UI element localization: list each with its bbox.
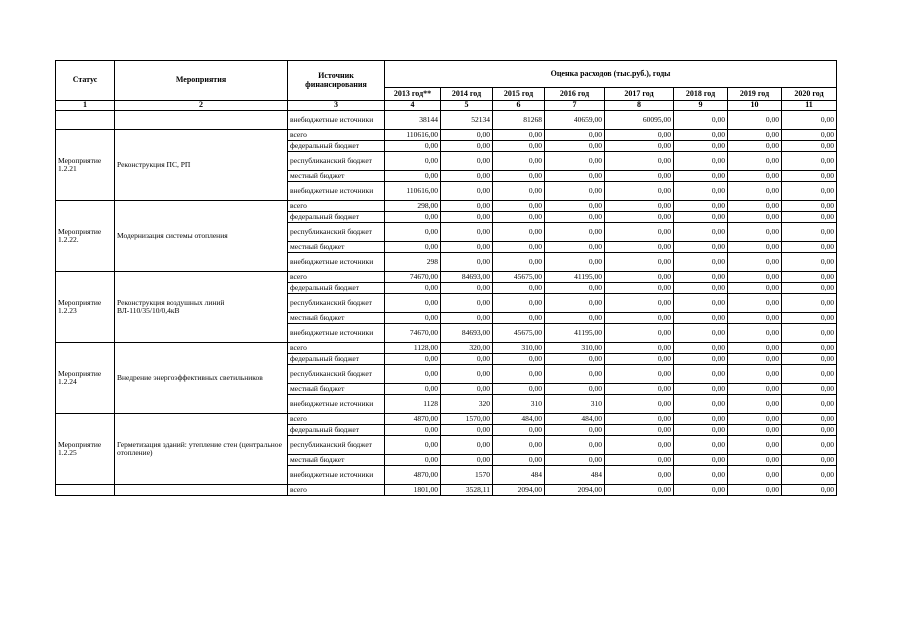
value-cell: 0,00 bbox=[545, 201, 605, 212]
value-cell: 0,00 bbox=[782, 384, 837, 395]
source-cell: республиканский бюджет bbox=[288, 365, 385, 384]
value-cell: 0,00 bbox=[605, 313, 674, 324]
value-cell: 2094,00 bbox=[545, 485, 605, 496]
expense-table bbox=[55, 60, 837, 496]
status-cell: Мероприятие 1.2.24 bbox=[56, 343, 115, 414]
value-cell: 0,00 bbox=[674, 182, 728, 201]
source-cell: всего bbox=[288, 343, 385, 354]
value-cell: 0,00 bbox=[728, 111, 782, 130]
value-cell: 0,00 bbox=[385, 223, 441, 242]
value-cell: 0,00 bbox=[545, 152, 605, 171]
value-cell: 0,00 bbox=[545, 212, 605, 223]
header-year: 2013 год** bbox=[385, 88, 441, 101]
value-cell: 0,00 bbox=[728, 485, 782, 496]
status-cell-empty bbox=[56, 485, 115, 496]
value-cell: 0,00 bbox=[441, 242, 493, 253]
value-cell: 0,00 bbox=[545, 455, 605, 466]
value-cell: 0,00 bbox=[674, 343, 728, 354]
source-cell: федеральный бюджет bbox=[288, 425, 385, 436]
value-cell: 0,00 bbox=[605, 414, 674, 425]
value-cell: 0,00 bbox=[674, 141, 728, 152]
value-cell: 0,00 bbox=[545, 354, 605, 365]
value-cell: 0,00 bbox=[674, 354, 728, 365]
value-cell: 81268 bbox=[493, 111, 545, 130]
value-cell: 0,00 bbox=[728, 152, 782, 171]
source-cell: местный бюджет bbox=[288, 242, 385, 253]
value-cell: 0,00 bbox=[385, 141, 441, 152]
measure-cell-empty bbox=[115, 111, 288, 130]
value-cell: 0,00 bbox=[728, 395, 782, 414]
value-cell: 0,00 bbox=[782, 242, 837, 253]
value-cell: 0,00 bbox=[674, 485, 728, 496]
table-row bbox=[56, 414, 837, 425]
value-cell: 0,00 bbox=[493, 425, 545, 436]
value-cell: 0,00 bbox=[493, 455, 545, 466]
value-cell: 0,00 bbox=[605, 436, 674, 455]
measure-name-cell: Внедрение энергоэффективных светильников bbox=[115, 343, 288, 414]
value-cell: 0,00 bbox=[782, 294, 837, 313]
value-cell: 110616,00 bbox=[385, 130, 441, 141]
value-cell: 0,00 bbox=[674, 425, 728, 436]
value-cell: 0,00 bbox=[385, 294, 441, 313]
value-cell: 0,00 bbox=[605, 283, 674, 294]
header-year: 2019 год bbox=[728, 88, 782, 101]
value-cell: 320,00 bbox=[441, 343, 493, 354]
value-cell: 0,00 bbox=[545, 182, 605, 201]
value-cell: 0,00 bbox=[674, 253, 728, 272]
value-cell: 0,00 bbox=[728, 324, 782, 343]
value-cell: 1570 bbox=[441, 466, 493, 485]
table-row bbox=[56, 111, 837, 130]
value-cell: 0,00 bbox=[674, 242, 728, 253]
value-cell: 0,00 bbox=[605, 152, 674, 171]
value-cell: 484,00 bbox=[493, 414, 545, 425]
value-cell: 0,00 bbox=[441, 425, 493, 436]
value-cell: 0,00 bbox=[385, 283, 441, 294]
value-cell: 0,00 bbox=[674, 436, 728, 455]
value-cell: 0,00 bbox=[605, 141, 674, 152]
value-cell: 0,00 bbox=[674, 455, 728, 466]
value-cell: 0,00 bbox=[782, 152, 837, 171]
column-number: 2 bbox=[115, 101, 288, 111]
value-cell: 0,00 bbox=[605, 130, 674, 141]
value-cell: 0,00 bbox=[545, 171, 605, 182]
value-cell: 0,00 bbox=[728, 466, 782, 485]
header-year: 2015 год bbox=[493, 88, 545, 101]
value-cell: 0,00 bbox=[441, 436, 493, 455]
value-cell: 0,00 bbox=[782, 414, 837, 425]
value-cell: 0,00 bbox=[493, 130, 545, 141]
value-cell: 0,00 bbox=[782, 354, 837, 365]
value-cell: 0,00 bbox=[728, 130, 782, 141]
value-cell: 0,00 bbox=[782, 171, 837, 182]
value-cell: 0,00 bbox=[674, 171, 728, 182]
column-number: 1 bbox=[56, 101, 115, 111]
measure-name-cell: Реконструкция ПС, РП bbox=[115, 130, 288, 201]
value-cell: 0,00 bbox=[674, 130, 728, 141]
header-estimate: Оценка расходов (тыс.руб.), годы bbox=[385, 61, 837, 88]
column-number: 11 bbox=[782, 101, 837, 111]
value-cell: 0,00 bbox=[605, 425, 674, 436]
value-cell: 320 bbox=[441, 395, 493, 414]
value-cell: 0,00 bbox=[782, 141, 837, 152]
value-cell: 0,00 bbox=[605, 171, 674, 182]
status-cell-empty bbox=[56, 111, 115, 130]
value-cell: 0,00 bbox=[441, 130, 493, 141]
value-cell: 0,00 bbox=[728, 182, 782, 201]
value-cell: 0,00 bbox=[441, 182, 493, 201]
value-cell: 0,00 bbox=[728, 455, 782, 466]
value-cell: 0,00 bbox=[545, 384, 605, 395]
value-cell: 0,00 bbox=[605, 201, 674, 212]
value-cell: 0,00 bbox=[493, 253, 545, 272]
source-cell: республиканский бюджет bbox=[288, 152, 385, 171]
value-cell: 1128 bbox=[385, 395, 441, 414]
value-cell: 0,00 bbox=[385, 212, 441, 223]
source-cell: местный бюджет bbox=[288, 313, 385, 324]
value-cell: 0,00 bbox=[441, 294, 493, 313]
value-cell: 0,00 bbox=[493, 201, 545, 212]
value-cell: 40659,00 bbox=[545, 111, 605, 130]
value-cell: 0,00 bbox=[782, 343, 837, 354]
source-cell: республиканский бюджет bbox=[288, 294, 385, 313]
header-source: Источник финансирования bbox=[288, 61, 385, 101]
column-number: 3 bbox=[288, 101, 385, 111]
value-cell: 0,00 bbox=[728, 201, 782, 212]
value-cell: 84693,00 bbox=[441, 324, 493, 343]
value-cell: 0,00 bbox=[605, 455, 674, 466]
value-cell: 0,00 bbox=[493, 283, 545, 294]
value-cell: 0,00 bbox=[605, 365, 674, 384]
source-cell: внебюджетные источники bbox=[288, 111, 385, 130]
source-cell: внебюджетные источники bbox=[288, 466, 385, 485]
value-cell: 0,00 bbox=[605, 324, 674, 343]
value-cell: 0,00 bbox=[441, 212, 493, 223]
value-cell: 0,00 bbox=[493, 141, 545, 152]
value-cell: 0,00 bbox=[545, 242, 605, 253]
value-cell: 0,00 bbox=[493, 152, 545, 171]
value-cell: 0,00 bbox=[605, 485, 674, 496]
source-cell: всего bbox=[288, 272, 385, 283]
value-cell: 484 bbox=[493, 466, 545, 485]
value-cell: 0,00 bbox=[441, 253, 493, 272]
source-cell: внебюджетные источники bbox=[288, 324, 385, 343]
value-cell: 0,00 bbox=[728, 283, 782, 294]
source-cell: всего bbox=[288, 130, 385, 141]
value-cell: 298,00 bbox=[385, 201, 441, 212]
value-cell: 0,00 bbox=[493, 354, 545, 365]
status-cell: Мероприятие 1.2.23 bbox=[56, 272, 115, 343]
column-number: 5 bbox=[441, 101, 493, 111]
value-cell: 0,00 bbox=[674, 466, 728, 485]
value-cell: 0,00 bbox=[605, 223, 674, 242]
value-cell: 310 bbox=[545, 395, 605, 414]
value-cell: 484,00 bbox=[545, 414, 605, 425]
value-cell: 45675,00 bbox=[493, 324, 545, 343]
value-cell: 0,00 bbox=[385, 171, 441, 182]
value-cell: 0,00 bbox=[605, 395, 674, 414]
value-cell: 0,00 bbox=[545, 294, 605, 313]
value-cell: 4870,00 bbox=[385, 414, 441, 425]
source-cell: местный бюджет bbox=[288, 171, 385, 182]
source-cell: республиканский бюджет bbox=[288, 436, 385, 455]
value-cell: 0,00 bbox=[728, 223, 782, 242]
value-cell: 0,00 bbox=[782, 130, 837, 141]
value-cell: 0,00 bbox=[441, 354, 493, 365]
value-cell: 0,00 bbox=[728, 212, 782, 223]
source-cell: федеральный бюджет bbox=[288, 283, 385, 294]
value-cell: 0,00 bbox=[545, 130, 605, 141]
value-cell: 0,00 bbox=[493, 436, 545, 455]
value-cell: 0,00 bbox=[605, 343, 674, 354]
value-cell: 0,00 bbox=[545, 253, 605, 272]
measure-name-cell: Реконструкция воздушных линий ВЛ-110/35/10/0,4кВ bbox=[115, 272, 288, 343]
value-cell: 0,00 bbox=[605, 384, 674, 395]
value-cell: 0,00 bbox=[385, 242, 441, 253]
value-cell: 0,00 bbox=[545, 223, 605, 242]
value-cell: 0,00 bbox=[441, 283, 493, 294]
value-cell: 0,00 bbox=[728, 171, 782, 182]
value-cell: 0,00 bbox=[728, 414, 782, 425]
value-cell: 0,00 bbox=[674, 395, 728, 414]
value-cell: 52134 bbox=[441, 111, 493, 130]
header-year: 2016 год bbox=[545, 88, 605, 101]
value-cell: 0,00 bbox=[385, 152, 441, 171]
value-cell: 0,00 bbox=[385, 436, 441, 455]
value-cell: 0,00 bbox=[728, 313, 782, 324]
value-cell: 41195,00 bbox=[545, 324, 605, 343]
value-cell: 0,00 bbox=[493, 223, 545, 242]
value-cell: 0,00 bbox=[493, 294, 545, 313]
value-cell: 0,00 bbox=[545, 141, 605, 152]
value-cell: 0,00 bbox=[605, 253, 674, 272]
measure-name-cell: Модернизация системы отопления bbox=[115, 201, 288, 272]
value-cell: 0,00 bbox=[728, 242, 782, 253]
value-cell: 0,00 bbox=[782, 436, 837, 455]
value-cell: 0,00 bbox=[728, 436, 782, 455]
value-cell: 0,00 bbox=[605, 182, 674, 201]
table-row bbox=[56, 201, 837, 212]
value-cell: 0,00 bbox=[385, 313, 441, 324]
value-cell: 0,00 bbox=[385, 384, 441, 395]
source-cell: всего bbox=[288, 414, 385, 425]
status-cell: Мероприятие 1.2.21 bbox=[56, 130, 115, 201]
source-cell: местный бюджет bbox=[288, 455, 385, 466]
value-cell: 0,00 bbox=[674, 152, 728, 171]
value-cell: 0,00 bbox=[728, 365, 782, 384]
source-cell: республиканский бюджет bbox=[288, 223, 385, 242]
status-cell: Мероприятие 1.2.22. bbox=[56, 201, 115, 272]
value-cell: 0,00 bbox=[782, 111, 837, 130]
header-measures: Мероприятия bbox=[115, 61, 288, 101]
value-cell: 0,00 bbox=[782, 313, 837, 324]
value-cell: 0,00 bbox=[674, 384, 728, 395]
value-cell: 74670,00 bbox=[385, 324, 441, 343]
value-cell: 0,00 bbox=[605, 294, 674, 313]
value-cell: 0,00 bbox=[493, 365, 545, 384]
header-status: Статус bbox=[56, 61, 115, 101]
value-cell: 0,00 bbox=[441, 201, 493, 212]
value-cell: 0,00 bbox=[493, 182, 545, 201]
value-cell: 0,00 bbox=[728, 272, 782, 283]
table-row bbox=[56, 130, 837, 141]
value-cell: 0,00 bbox=[728, 384, 782, 395]
value-cell: 0,00 bbox=[493, 242, 545, 253]
value-cell: 0,00 bbox=[385, 365, 441, 384]
value-cell: 0,00 bbox=[493, 384, 545, 395]
value-cell: 0,00 bbox=[385, 455, 441, 466]
value-cell: 0,00 bbox=[605, 466, 674, 485]
value-cell: 0,00 bbox=[728, 425, 782, 436]
value-cell: 41195,00 bbox=[545, 272, 605, 283]
measure-name-cell: Герметизация зданий: утепление стен (центральное отопление) bbox=[115, 414, 288, 485]
value-cell: 0,00 bbox=[493, 313, 545, 324]
header-year: 2018 год bbox=[674, 88, 728, 101]
table-row bbox=[56, 485, 837, 496]
source-cell: федеральный бюджет bbox=[288, 212, 385, 223]
column-number: 10 bbox=[728, 101, 782, 111]
value-cell: 0,00 bbox=[782, 283, 837, 294]
value-cell: 0,00 bbox=[728, 343, 782, 354]
column-number: 4 bbox=[385, 101, 441, 111]
source-cell: всего bbox=[288, 485, 385, 496]
value-cell: 298 bbox=[385, 253, 441, 272]
value-cell: 110616,00 bbox=[385, 182, 441, 201]
value-cell: 0,00 bbox=[493, 171, 545, 182]
value-cell: 0,00 bbox=[441, 455, 493, 466]
value-cell: 0,00 bbox=[728, 354, 782, 365]
source-cell: внебюджетные источники bbox=[288, 395, 385, 414]
column-number: 8 bbox=[605, 101, 674, 111]
column-number: 6 bbox=[493, 101, 545, 111]
value-cell: 310,00 bbox=[545, 343, 605, 354]
table-row bbox=[56, 343, 837, 354]
value-cell: 38144 bbox=[385, 111, 441, 130]
value-cell: 0,00 bbox=[385, 425, 441, 436]
source-cell: федеральный бюджет bbox=[288, 354, 385, 365]
value-cell: 0,00 bbox=[674, 324, 728, 343]
value-cell: 0,00 bbox=[441, 171, 493, 182]
source-cell: внебюджетные источники bbox=[288, 253, 385, 272]
value-cell: 0,00 bbox=[545, 436, 605, 455]
value-cell: 0,00 bbox=[782, 182, 837, 201]
value-cell: 0,00 bbox=[782, 253, 837, 272]
value-cell: 0,00 bbox=[493, 212, 545, 223]
value-cell: 0,00 bbox=[605, 242, 674, 253]
value-cell: 0,00 bbox=[782, 425, 837, 436]
value-cell: 0,00 bbox=[545, 365, 605, 384]
value-cell: 0,00 bbox=[782, 223, 837, 242]
value-cell: 84693,00 bbox=[441, 272, 493, 283]
column-number: 9 bbox=[674, 101, 728, 111]
value-cell: 0,00 bbox=[605, 212, 674, 223]
value-cell: 2094,00 bbox=[493, 485, 545, 496]
value-cell: 0,00 bbox=[674, 283, 728, 294]
value-cell: 45675,00 bbox=[493, 272, 545, 283]
value-cell: 74670,00 bbox=[385, 272, 441, 283]
header-year: 2020 год bbox=[782, 88, 837, 101]
value-cell: 4870,00 bbox=[385, 466, 441, 485]
value-cell: 0,00 bbox=[605, 354, 674, 365]
value-cell: 0,00 bbox=[674, 294, 728, 313]
value-cell: 0,00 bbox=[782, 466, 837, 485]
header-year: 2017 год bbox=[605, 88, 674, 101]
status-cell: Мероприятие 1.2.25 bbox=[56, 414, 115, 485]
value-cell: 0,00 bbox=[674, 414, 728, 425]
value-cell: 0,00 bbox=[782, 485, 837, 496]
value-cell: 0,00 bbox=[674, 313, 728, 324]
value-cell: 1570,00 bbox=[441, 414, 493, 425]
value-cell: 310,00 bbox=[493, 343, 545, 354]
value-cell: 0,00 bbox=[674, 111, 728, 130]
column-number: 7 bbox=[545, 101, 605, 111]
value-cell: 0,00 bbox=[441, 141, 493, 152]
value-cell: 0,00 bbox=[441, 223, 493, 242]
value-cell: 0,00 bbox=[674, 272, 728, 283]
value-cell: 0,00 bbox=[385, 354, 441, 365]
value-cell: 0,00 bbox=[674, 365, 728, 384]
value-cell: 0,00 bbox=[441, 313, 493, 324]
measure-cell-empty bbox=[115, 485, 288, 496]
source-cell: федеральный бюджет bbox=[288, 141, 385, 152]
value-cell: 0,00 bbox=[728, 141, 782, 152]
value-cell: 0,00 bbox=[441, 365, 493, 384]
value-cell: 0,00 bbox=[782, 201, 837, 212]
header-year: 2014 год bbox=[441, 88, 493, 101]
value-cell: 0,00 bbox=[782, 324, 837, 343]
value-cell: 0,00 bbox=[674, 212, 728, 223]
value-cell: 0,00 bbox=[782, 365, 837, 384]
table-row bbox=[56, 272, 837, 283]
value-cell: 0,00 bbox=[545, 425, 605, 436]
source-cell: местный бюджет bbox=[288, 384, 385, 395]
value-cell: 0,00 bbox=[545, 283, 605, 294]
value-cell: 0,00 bbox=[545, 313, 605, 324]
source-cell: всего bbox=[288, 201, 385, 212]
value-cell: 0,00 bbox=[782, 455, 837, 466]
value-cell: 0,00 bbox=[674, 223, 728, 242]
value-cell: 0,00 bbox=[728, 253, 782, 272]
value-cell: 0,00 bbox=[782, 395, 837, 414]
value-cell: 0,00 bbox=[441, 384, 493, 395]
value-cell: 1128,00 bbox=[385, 343, 441, 354]
value-cell: 0,00 bbox=[782, 272, 837, 283]
value-cell: 1801,00 bbox=[385, 485, 441, 496]
value-cell: 3528,11 bbox=[441, 485, 493, 496]
value-cell: 484 bbox=[545, 466, 605, 485]
source-cell: внебюджетные источники bbox=[288, 182, 385, 201]
value-cell: 0,00 bbox=[605, 272, 674, 283]
value-cell: 310 bbox=[493, 395, 545, 414]
value-cell: 0,00 bbox=[674, 201, 728, 212]
value-cell: 60095,00 bbox=[605, 111, 674, 130]
value-cell: 0,00 bbox=[782, 212, 837, 223]
value-cell: 0,00 bbox=[441, 152, 493, 171]
value-cell: 0,00 bbox=[728, 294, 782, 313]
